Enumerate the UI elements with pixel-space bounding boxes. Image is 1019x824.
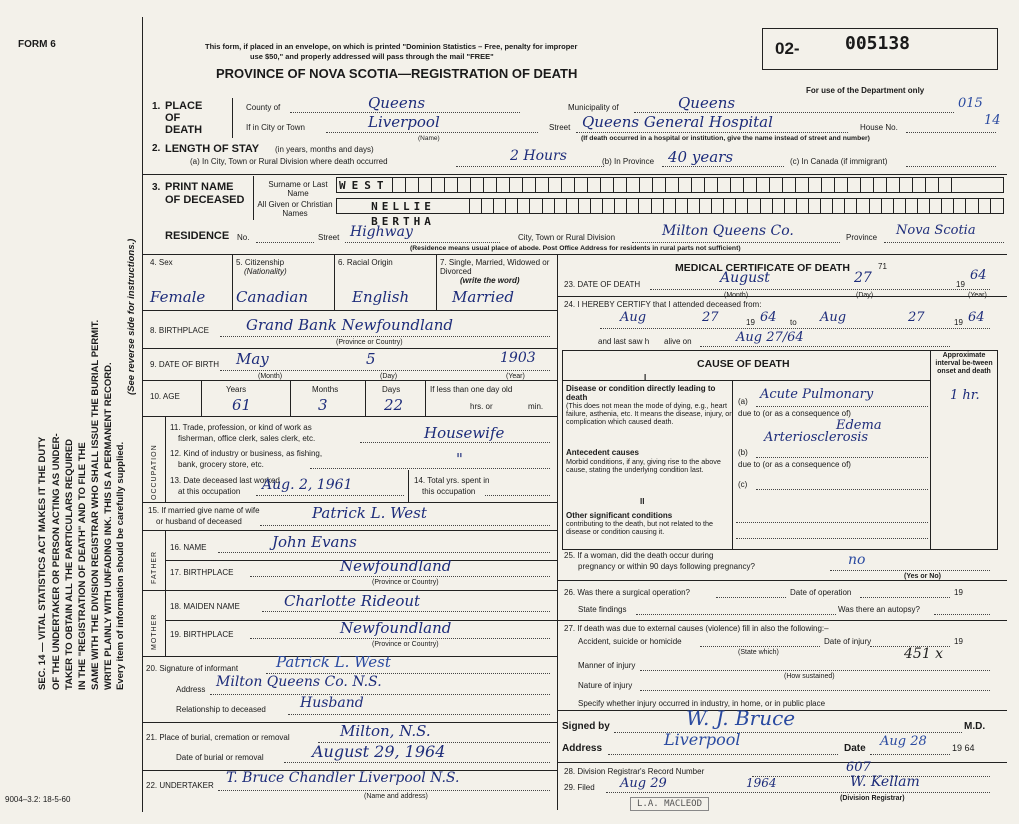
birthplace-label: 8. BIRTHPLACE <box>150 326 209 335</box>
injury-code[interactable]: 451 x <box>904 646 944 662</box>
residence-no-label: No. <box>237 233 250 242</box>
grid-cell <box>705 178 718 192</box>
death-year-caption: (Year) <box>968 292 987 299</box>
street-label: Street <box>549 123 571 132</box>
grid-cell <box>549 178 562 192</box>
surname-grid[interactable]: WEST <box>336 177 1004 193</box>
undertaker-label: 22. UNDERTAKER <box>146 781 214 790</box>
grid-cell <box>874 178 887 192</box>
residence-label: RESIDENCE <box>165 230 230 242</box>
grid-cell <box>918 199 930 213</box>
cause-a-label: (a) <box>738 397 748 406</box>
place-label: PLACE OF DEATH <box>165 100 203 136</box>
mother-birthplace[interactable]: Newfoundland <box>340 619 452 637</box>
attend-to-year[interactable]: 64 <box>968 310 985 325</box>
grid-cell <box>966 199 978 213</box>
q27-label: 27. If death was due to external causes (violence) fill in also the following:– <box>564 624 829 633</box>
birthplace-caption: (Province or Country) <box>336 339 403 346</box>
grid-cell <box>835 178 848 192</box>
citizenship[interactable]: Canadian <box>236 288 309 306</box>
registration-number-box <box>762 28 998 70</box>
municipality-label: Municipality of <box>568 103 619 112</box>
dept-code-2: 14 <box>984 113 1001 128</box>
grid-cell <box>555 199 567 213</box>
grid-cell <box>744 178 757 192</box>
side-text-8: (See reverse side for instructions.) <box>126 238 137 395</box>
sig-address-label: Address <box>562 743 603 754</box>
grid-cell <box>679 178 692 192</box>
grid-cell <box>506 199 518 213</box>
grid-cell <box>510 178 523 192</box>
form-number: FORM 6 <box>18 39 56 50</box>
industry-label: 12. Kind of industry or business, as fishing, <box>170 449 323 458</box>
grid-cell <box>748 199 760 213</box>
stay-label-note: (in years, months and days) <box>275 145 374 154</box>
deceased-num: 3. <box>152 182 161 193</box>
filed-year[interactable]: 1964 <box>746 776 777 790</box>
min-label: min. <box>528 402 544 411</box>
trade-label-2: fisherman, office clerk, sales clerk, etc. <box>178 434 316 443</box>
side-text-7: Every item of information should be carefully supplied. <box>115 441 126 690</box>
grid-cell <box>458 178 471 192</box>
informant-address-label: Address <box>176 685 206 694</box>
date-operation: Date of operation <box>790 588 852 597</box>
grid-cell <box>796 178 809 192</box>
burial-place[interactable]: Milton, N.S. <box>340 722 431 740</box>
informant-signature[interactable]: Patrick L. West <box>276 653 391 671</box>
residence-province-label: Province <box>846 233 878 242</box>
date-injury: Date of injury <box>824 637 872 646</box>
cause-c-label: (c) <box>738 480 748 489</box>
residence-division[interactable]: Milton Queens Co. <box>662 223 794 239</box>
dept-code-1: 015 <box>958 96 983 111</box>
city-label: If in City or Town <box>246 123 305 132</box>
stamp-text: L.A. MACLEOD <box>637 799 703 809</box>
father-birthplace[interactable]: Newfoundland <box>340 557 452 575</box>
last-worked[interactable]: Aug. 2, 1961 <box>262 477 353 493</box>
burial-date-label: Date of burial or removal <box>176 753 264 762</box>
side-text-3: TAKER TO OBTAIN ALL THE PARTICULARS REQUIRED <box>64 438 75 690</box>
sex-label: 4. Sex <box>150 258 173 267</box>
county-label: County of <box>246 103 281 112</box>
name-caption: (Name) <box>418 135 440 142</box>
trade[interactable]: Housewife <box>424 424 505 442</box>
undertaker[interactable]: T. Bruce Chandler Liverpool N.S. <box>226 770 460 786</box>
racial-label: 6. Racial Origin <box>338 258 393 267</box>
envelope-notice-1: This form, if placed in an envelope, on which is printed "Dominion Statistics – Free, penalty for improper <box>205 42 578 51</box>
signed-label: Signed by <box>562 721 610 732</box>
racial[interactable]: English <box>352 288 410 306</box>
attend-from-day[interactable]: 27 <box>702 310 719 325</box>
dept-use: For use of the Department only <box>806 86 925 95</box>
grid-cell <box>809 178 822 192</box>
cause-a-interval[interactable]: 1 hr. <box>950 388 980 403</box>
total-years-label: 14. Total yrs. spent in <box>414 476 490 485</box>
q25[interactable]: no <box>848 552 866 568</box>
autopsy: Was there an autopsy? <box>838 605 920 614</box>
grid-cell <box>579 199 591 213</box>
reg-prefix: 02- <box>775 39 800 58</box>
burial-date[interactable]: August 29, 1964 <box>312 742 446 761</box>
mother-side-label: MOTHER <box>151 613 158 650</box>
grid-cell <box>913 178 926 192</box>
yes-no: (Yes or No) <box>904 573 941 580</box>
side-text-1: SEC. 14 — VITAL STATISTICS ACT MAKES IT THE DUTY <box>37 436 48 690</box>
street[interactable]: Queens General Hospital <box>582 113 773 131</box>
cause-b-label: (b) <box>738 448 748 457</box>
grid-cell <box>724 199 736 213</box>
mother-maiden[interactable]: Charlotte Rideout <box>284 592 421 610</box>
grid-cell <box>615 199 627 213</box>
death-date-label: 23. DATE OF DEATH <box>564 280 641 289</box>
cause-b[interactable]: Arteriosclerosis <box>764 430 869 445</box>
grid-cell <box>484 178 497 192</box>
stay-a-label: (a) In City, Town or Rural Division where death occurred <box>190 157 388 166</box>
dob-label: 9. DATE OF BIRTH <box>150 360 220 369</box>
grid-cell <box>591 199 603 213</box>
county[interactable]: Queens <box>368 94 426 112</box>
sig-date[interactable]: Aug 28 <box>880 734 927 749</box>
grid-cell <box>797 199 809 213</box>
stay-b-label: (b) In Province <box>602 157 655 166</box>
antecedent-note: Morbid conditions, if any, giving rise to the above cause, stating the underlying condition last. <box>566 457 721 474</box>
death-year-prefix: 19 <box>956 280 965 289</box>
death-month-caption: (Month) <box>724 292 749 299</box>
father-caption: (Province or Country) <box>372 579 439 586</box>
stay-label: LENGTH OF STAY <box>165 143 260 155</box>
grid-cell <box>562 178 575 192</box>
grid-cell <box>666 178 679 192</box>
last-saw[interactable]: Aug 27/64 <box>736 330 804 345</box>
grid-cell <box>627 178 640 192</box>
under-day: If less than one day old <box>430 385 513 394</box>
attend-to: to <box>790 318 797 327</box>
grid-cell <box>900 178 913 192</box>
side-text-5: SAME WITH THE DIVISION REGISTRAR WHO SHALL ISSUE THE BURIAL PERMIT. <box>90 319 101 690</box>
grid-cell <box>757 178 770 192</box>
attend-year-prefix: 19 <box>746 318 755 327</box>
grid-cell <box>952 178 965 192</box>
grid-cell <box>700 199 712 213</box>
grid-cell <box>833 199 845 213</box>
residence-province[interactable]: Nova Scotia <box>896 223 976 238</box>
alive-on: alive on <box>664 337 692 346</box>
grid-cell <box>887 178 900 192</box>
sig-date-label: Date <box>844 743 866 754</box>
disease-label: Disease or condition directly leading to death <box>566 384 716 402</box>
grid-cell <box>770 178 783 192</box>
registrar-stamp <box>630 797 709 811</box>
mother-caption: (Province or Country) <box>372 641 439 648</box>
hospital-note: (If death occurred in a hospital or institution, give the name instead of street and number) <box>581 135 870 142</box>
registrar[interactable]: W. Kellam <box>850 774 920 790</box>
last-worked-label: 13. Date deceased last worked <box>170 476 280 485</box>
house-label: House No. <box>860 123 898 132</box>
side-text-6: WRITE PLAINLY WITH UNFADING INK. THIS IS A PERMANENT RECORD. <box>103 362 114 690</box>
attend-from-month[interactable]: Aug <box>620 310 647 325</box>
grid-cell <box>712 199 724 213</box>
grid-cell <box>536 178 549 192</box>
surname-label: Surname or Last Name <box>268 180 328 198</box>
deceased-label: PRINT NAME OF DECEASED <box>165 181 245 206</box>
grid-cell <box>857 199 869 213</box>
grid-cell <box>652 199 664 213</box>
grid-cell <box>471 178 484 192</box>
spouse[interactable]: Patrick L. West <box>312 504 427 522</box>
signed[interactable]: W. J. Bruce <box>686 706 796 730</box>
residence-note: (Residence means usual place of abode. Post Office Address for residents in rural parts not sufficient) <box>410 245 741 252</box>
grid-cell <box>639 199 651 213</box>
specify-label: Specify whether injury occurred in industry, in home, or in public place <box>578 699 826 708</box>
side-text-2: OF THE UNDERTAKER OR PERSON ACTING AS UNDER- <box>51 433 62 690</box>
grid-cell <box>731 178 744 192</box>
months-label: Months <box>312 385 339 394</box>
grid-cell <box>906 199 918 213</box>
residence-street-label: Street <box>318 233 340 242</box>
grid-cell <box>664 199 676 213</box>
grid-cell <box>736 199 748 213</box>
grid-cell <box>575 178 588 192</box>
grid-cell <box>603 199 615 213</box>
sex[interactable]: Female <box>150 288 206 306</box>
grid-cell <box>406 178 419 192</box>
how-sustained: (How sustained) <box>784 673 835 680</box>
father-name-label: 16. NAME <box>170 543 207 552</box>
dob-year[interactable]: 1903 <box>500 350 536 366</box>
municipality[interactable]: Queens <box>678 94 736 112</box>
grid-cell <box>761 199 773 213</box>
grid-cell <box>882 199 894 213</box>
age-days[interactable]: 22 <box>384 396 404 414</box>
grid-cell <box>688 199 700 213</box>
roman-1: I <box>644 373 647 382</box>
city[interactable]: Liverpool <box>368 113 440 131</box>
q26-label: 26. Was there a surgical operation? <box>564 588 690 597</box>
father-side-label: FATHER <box>151 550 158 584</box>
grid-cell <box>482 199 494 213</box>
last-worked-label-2: at this occupation <box>178 487 241 496</box>
filed-label: 29. Filed <box>564 783 595 792</box>
citizenship-sub: (Nationality) <box>244 267 287 276</box>
mother-birthplace-label: 19. BIRTHPLACE <box>170 630 234 639</box>
footer-code: 9004–3.2: 18-5-60 <box>5 795 71 804</box>
given-label: All Given or Christian Names <box>257 200 333 218</box>
dob-month-caption: (Month) <box>258 373 283 380</box>
dob-month[interactable]: May <box>236 350 269 368</box>
grid-cell <box>848 178 861 192</box>
grid-cell <box>930 199 942 213</box>
grid-cell <box>653 178 666 192</box>
grid-cell <box>523 178 536 192</box>
record-number[interactable]: 607 <box>846 760 871 775</box>
residence-street[interactable]: Highway <box>350 224 413 240</box>
grid-cell <box>979 199 991 213</box>
grid-cell <box>432 178 445 192</box>
spouse-label: 15. If married give name of wife <box>148 506 260 515</box>
grid-cell <box>445 178 458 192</box>
envelope-notice-2: use $50," and properly addressed will pass through the mail "FREE" <box>250 52 494 61</box>
consequence-b: due to (or as a consequence of) <box>738 460 851 469</box>
hrs-label: hrs. or <box>470 402 493 411</box>
grid-cell <box>614 178 627 192</box>
industry[interactable]: " <box>456 450 463 468</box>
grid-cell <box>640 178 653 192</box>
grid-cell <box>419 178 432 192</box>
father-name[interactable]: John Evans <box>272 533 357 551</box>
dob-day-caption: (Day) <box>380 373 398 380</box>
grid-cell <box>494 199 506 213</box>
grid-cell <box>942 199 954 213</box>
q25-label-2: pregnancy or within 90 days following pregnancy? <box>578 562 755 571</box>
grid-cell <box>567 199 579 213</box>
age-label: 10. AGE <box>150 392 180 401</box>
consequence-a: due to (or as a consequence of) <box>738 409 851 418</box>
marital-sub: (write the word) <box>460 276 520 285</box>
attend-to-day[interactable]: 27 <box>908 310 925 325</box>
place-num: 1. <box>152 101 161 112</box>
registrar-caption: (Division Registrar) <box>840 795 905 802</box>
filed[interactable]: Aug 29 <box>620 776 667 791</box>
grid-cell <box>718 178 731 192</box>
grid-cell <box>518 199 530 213</box>
last-saw-label: and last saw h <box>598 337 650 346</box>
sig-year: 19 64 <box>952 743 975 753</box>
mother-maiden-label: 18. MAIDEN NAME <box>170 602 240 611</box>
given-grid[interactable]: NELLIE BERTHA <box>336 198 1004 214</box>
trade-label: 11. Trade, profession, or kind of work as <box>170 423 312 432</box>
grid-cell <box>926 178 939 192</box>
grid-cell <box>543 199 555 213</box>
injury-year-prefix: 19 <box>954 637 963 646</box>
residence-division-label: City, Town or Rural Division <box>518 233 616 242</box>
state-findings: State findings <box>578 605 627 614</box>
birthplace[interactable]: Grand Bank Newfoundland <box>246 316 453 334</box>
occupation-side-label: OCCUPATION <box>151 444 158 500</box>
cause-a-2[interactable]: Edema <box>836 418 882 433</box>
stay-c-label: (c) In Canada (if immigrant) <box>790 157 888 166</box>
antecedent-label: Antecedent causes <box>566 448 639 457</box>
md: M.D. <box>964 721 986 732</box>
days-label: Days <box>382 385 401 394</box>
stay-num: 2. <box>152 143 161 154</box>
stay-b[interactable]: 40 years <box>668 148 734 166</box>
certify-label: 24. I HEREBY CERTIFY that I attended deceased from: <box>564 300 762 309</box>
age-months[interactable]: 3 <box>318 396 328 414</box>
grid-cell <box>954 199 966 213</box>
reg-number: 005138 <box>845 33 911 54</box>
grid-cell <box>773 199 785 213</box>
cause-a[interactable]: Acute Pulmonary <box>760 387 874 402</box>
roman-2: II <box>640 497 645 506</box>
medical-title-suffix: 71 <box>878 262 887 271</box>
attend-to-month[interactable]: Aug <box>820 310 847 325</box>
marital[interactable]: Married <box>452 288 514 306</box>
accident-label: Accident, suicide or homicide <box>578 637 682 646</box>
years-label: Years <box>226 385 247 394</box>
operation-year-prefix: 19 <box>954 588 963 597</box>
stay-a[interactable]: 2 Hours <box>510 148 567 164</box>
grid-cell <box>497 178 510 192</box>
manner-label: Manner of injury <box>578 661 636 670</box>
dob-day[interactable]: 5 <box>366 350 376 368</box>
form-title: PROVINCE OF NOVA SCOTIA—REGISTRATION OF DEATH <box>216 66 578 81</box>
grid-cell <box>530 199 542 213</box>
death-month[interactable]: August <box>720 270 770 286</box>
grid-cell <box>692 178 705 192</box>
grid-cell <box>894 199 906 213</box>
grid-cell <box>991 199 1003 213</box>
dob-year-caption: (Year) <box>506 373 525 380</box>
informant-label: 20. Signature of informant <box>146 664 239 673</box>
other-label: Other significant conditions <box>566 511 673 520</box>
cause-title: CAUSE OF DEATH <box>697 358 790 370</box>
grid-cell <box>676 199 688 213</box>
grid-cell <box>627 199 639 213</box>
grid-cell <box>783 178 796 192</box>
state-which: (State which) <box>738 649 779 656</box>
marital-label: 7. Single, Married, Widowed or Divorced <box>440 258 550 276</box>
attend-from-year[interactable]: 64 <box>760 310 777 325</box>
father-birthplace-label: 17. BIRTHPLACE <box>170 568 234 577</box>
grid-cell <box>470 199 482 213</box>
grid-cell <box>588 178 601 192</box>
nature-label: Nature of injury <box>578 681 633 690</box>
record-label: 28. Division Registrar's Record Number <box>564 767 705 776</box>
grid-cell <box>809 199 821 213</box>
grid-cell <box>939 178 952 192</box>
death-year[interactable]: 64 <box>970 268 987 283</box>
age-years[interactable]: 61 <box>232 396 252 414</box>
attend-to-year-prefix: 19 <box>954 318 963 327</box>
spouse-label-2: or husband of deceased <box>156 517 242 526</box>
side-text-4: IN THE "REGISTRATION OF DEATH" AND TO FILE THE <box>77 442 88 690</box>
sig-address[interactable]: Liverpool <box>664 730 741 749</box>
death-day-caption: (Day) <box>856 292 874 299</box>
grid-cell <box>821 199 833 213</box>
relationship-label: Relationship to deceased <box>176 705 266 714</box>
q25-label: 25. If a woman, did the death occur during <box>564 551 714 560</box>
disease-note: (This does not mean the mode of dying, e.g., heart failure, asthenia, etc. It means the disease, injury, or complication which caused death. <box>566 401 732 426</box>
burial-place-label: 21. Place of burial, cremation or removal <box>146 733 290 742</box>
informant-address[interactable]: Milton Queens Co. N.S. <box>216 674 382 690</box>
grid-cell <box>785 199 797 213</box>
grid-cell <box>393 178 406 192</box>
grid-cell <box>845 199 857 213</box>
industry-label-2: bank, grocery store, etc. <box>178 460 264 469</box>
undertaker-caption: (Name and address) <box>364 793 428 800</box>
medical-title: MEDICAL CERTIFICATE OF DEATH <box>675 262 850 274</box>
citizenship-label: 5. Citizenship <box>236 258 285 267</box>
grid-cell <box>601 178 614 192</box>
grid-cell <box>822 178 835 192</box>
grid-cell <box>861 178 874 192</box>
grid-cell <box>870 199 882 213</box>
relationship[interactable]: Husband <box>300 695 364 711</box>
interval-label: Approximate interval be-tween onset and death <box>935 352 993 375</box>
other-note: contributing to the death, but not related to the disease or condition causing it. <box>566 519 714 536</box>
death-day[interactable]: 27 <box>854 270 872 286</box>
total-years-label-2: this occupation <box>422 487 476 496</box>
